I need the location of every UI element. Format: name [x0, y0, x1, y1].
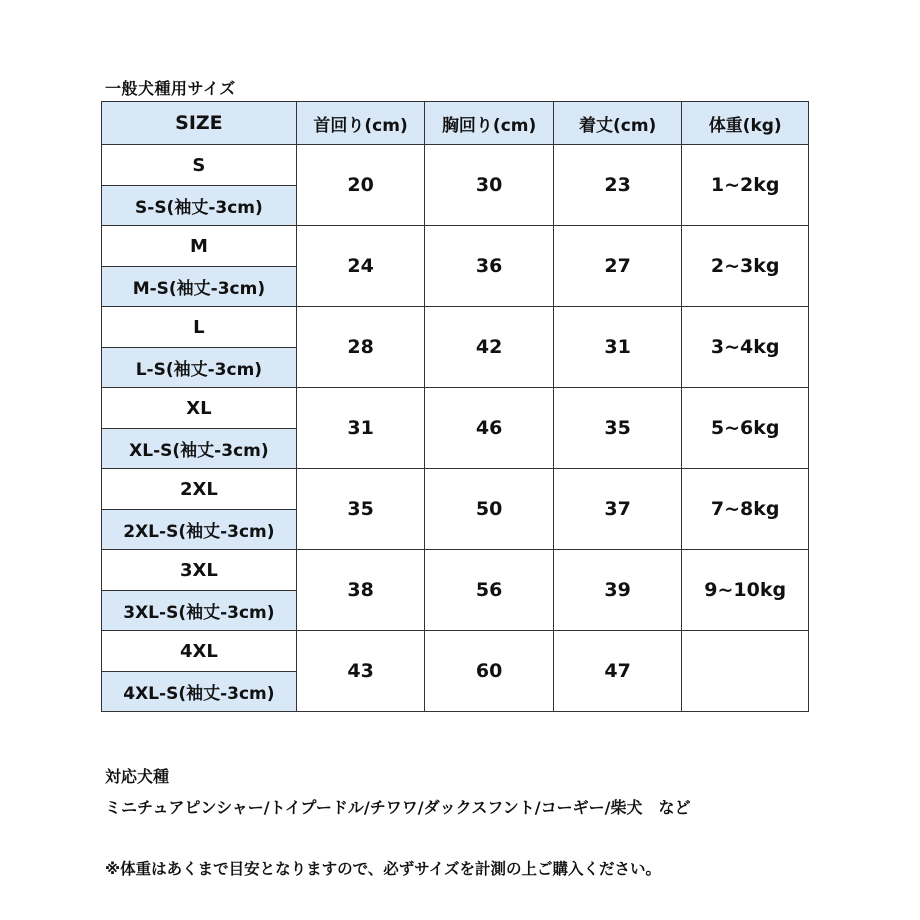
- neck-cell: 20: [296, 145, 425, 226]
- breeds-list: ミニチュアピンシャー/トイプードル/チワワ/ダックスフント/コーギー/柴犬 など: [105, 798, 691, 817]
- length-cell: 35: [553, 388, 682, 469]
- short-sleeve-size-cell: M-S(袖丈-3cm): [102, 267, 297, 307]
- table-row: [102, 550, 809, 591]
- short-sleeve-size-cell: L-S(袖丈-3cm): [102, 348, 297, 388]
- neck-cell: 35: [296, 469, 425, 550]
- length-cell: 47: [553, 631, 682, 712]
- weight-cell: 9~10kg: [682, 550, 809, 631]
- size-cell: S: [102, 145, 297, 186]
- weight-cell: 7~8kg: [682, 469, 809, 550]
- weight-cell: 2~3kg: [682, 226, 809, 307]
- size-cell: XL: [102, 388, 297, 429]
- length-cell: 37: [553, 469, 682, 550]
- chest-cell: 50: [425, 469, 554, 550]
- chest-cell: 60: [425, 631, 554, 712]
- short-sleeve-size-cell: 4XL-S(袖丈-3cm): [102, 672, 297, 712]
- size-cell: M: [102, 226, 297, 267]
- weight-cell: 3~4kg: [682, 307, 809, 388]
- length-cell: 39: [553, 550, 682, 631]
- chest-cell: 42: [425, 307, 554, 388]
- table-row: [102, 388, 809, 429]
- size-cell: 3XL: [102, 550, 297, 591]
- length-cell: 31: [553, 307, 682, 388]
- short-sleeve-size-cell: 2XL-S(袖丈-3cm): [102, 510, 297, 550]
- weight-note: ※体重はあくまで目安となりますので、必ずサイズを計測の上ご購入ください。: [105, 860, 662, 878]
- table-title: 一般犬種用サイズ: [105, 79, 236, 98]
- neck-cell: 24: [296, 226, 425, 307]
- short-sleeve-size-cell: S-S(袖丈-3cm): [102, 186, 297, 226]
- neck-cell: 38: [296, 550, 425, 631]
- breeds-heading: 対応犬種: [105, 767, 170, 786]
- short-sleeve-size-cell: 3XL-S(袖丈-3cm): [102, 591, 297, 631]
- chest-cell: 30: [425, 145, 554, 226]
- header-neck: 首回り(cm): [296, 102, 425, 145]
- header-chest: 胸回り(cm): [425, 102, 554, 145]
- size-cell: 4XL: [102, 631, 297, 672]
- length-cell: 27: [553, 226, 682, 307]
- header-size: SIZE: [102, 102, 297, 145]
- length-cell: 23: [553, 145, 682, 226]
- size-rows: [102, 145, 809, 712]
- weight-cell: 1~2kg: [682, 145, 809, 226]
- size-cell: 2XL: [102, 469, 297, 510]
- chest-cell: 46: [425, 388, 554, 469]
- header-weight: 体重(kg): [682, 102, 809, 145]
- neck-cell: 31: [296, 388, 425, 469]
- table-row: [102, 307, 809, 348]
- chest-cell: 56: [425, 550, 554, 631]
- chest-cell: 36: [425, 226, 554, 307]
- size-chart-table: [101, 101, 809, 712]
- header-length: 着丈(cm): [553, 102, 682, 145]
- table-row: [102, 145, 809, 186]
- table-row: [102, 226, 809, 267]
- short-sleeve-size-cell: XL-S(袖丈-3cm): [102, 429, 297, 469]
- neck-cell: 28: [296, 307, 425, 388]
- size-cell: L: [102, 307, 297, 348]
- neck-cell: 43: [296, 631, 425, 712]
- table-row: [102, 469, 809, 510]
- table-row: [102, 631, 809, 672]
- weight-cell: [682, 631, 809, 712]
- header-row: [102, 102, 809, 145]
- weight-cell: 5~6kg: [682, 388, 809, 469]
